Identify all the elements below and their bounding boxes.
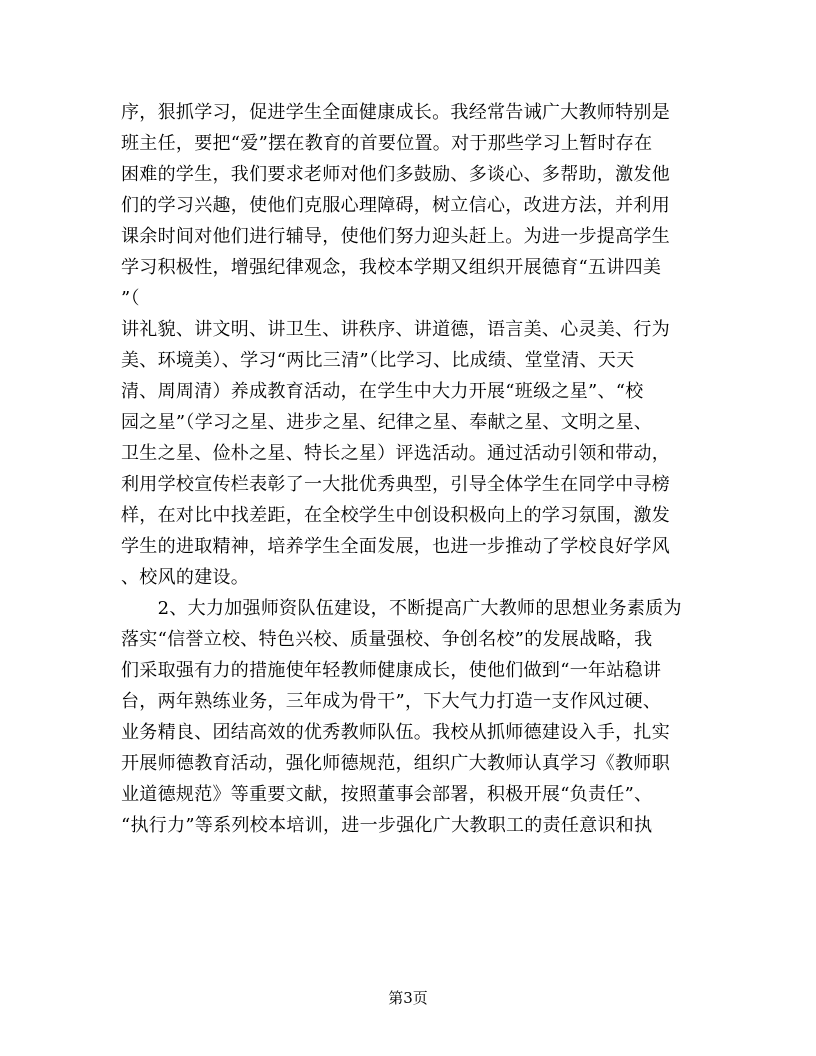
text-line: 2、大力加强师资队伍建设，不断提高广大教师的思想业务素质为 xyxy=(121,598,682,619)
text-line: 学习积极性，增强纪律观念，我校本学期又组织开展德育“五讲四美 xyxy=(121,257,662,278)
text-line: 讲礼貌、讲文明、讲卫生、讲秩序、讲道德，语言美、心灵美、行为 xyxy=(121,319,670,340)
text-line: 业道德规范》等重要文献，按照董事会部署，积极开展“负责任”、 xyxy=(121,784,653,805)
text-line: 们的学习兴趣，使他们克服心理障碍，树立信心，改进方法，并利用 xyxy=(121,195,670,216)
text-line: 落实“信誉立校、特色兴校、质量强校、争创名校”的发展战略，我 xyxy=(121,629,653,650)
text-line: 序，狠抓学习，促进学生全面健康成长。我经常告诫广大教师特别是 xyxy=(121,102,670,123)
text-line: 学生的进取精神，培养学生全面发展，也进一步推动了学校良好学风 xyxy=(121,536,670,557)
page-number: 第3页 xyxy=(388,989,428,1007)
text-line: 们采取强有力的措施使年轻教师健康成长，使他们做到“一年站稳讲 xyxy=(121,660,662,681)
text-line: 样，在对比中找差距，在全校学生中创设积极向上的学习氛围，激发 xyxy=(121,505,670,526)
text-line: 困难的学生，我们要求老师对他们多鼓励、多谈心、多帮助，激发他 xyxy=(121,164,670,185)
text-line: 利用学校宣传栏表彰了一大批优秀典型，引导全体学生在同学中寻榜 xyxy=(121,474,670,495)
text-line: ”（ xyxy=(121,288,140,309)
text-line: 开展师德教育活动，强化师德规范，组织广大教师认真学习《教师职 xyxy=(121,753,670,774)
text-line: 课余时间对他们进行辅导，使他们努力迎头赶上。为进一步提高学生 xyxy=(121,226,670,247)
text-line: 台，两年熟练业务，三年成为骨干”，下大气力打造一支作风过硬、 xyxy=(121,691,662,712)
text-line: 美、环境美）、学习“两比三清”（比学习、比成绩、堂堂清、天天 xyxy=(121,350,635,371)
text-line: 、校风的建设。 xyxy=(121,567,250,588)
body-text xyxy=(121,97,701,841)
text-line: 班主任，要把“爱”摆在教育的首要位置。对于那些学习上暂时存在 xyxy=(121,133,653,154)
text-line: 业务精良、团结高效的优秀教师队伍。我校从抓师德建设入手，扎实 xyxy=(121,722,670,743)
text-line: “执行力”等系列校本培训，进一步强化广大教职工的责任意识和执 xyxy=(121,815,653,836)
text-line: 园之星”（学习之星、进步之星、纪律之星、奉献之星、文明之星、 xyxy=(121,412,653,433)
text-line: 卫生之星、俭朴之星、特长之星）评选活动。通过活动引领和带动， xyxy=(121,443,670,464)
text-line: 清、周周清）养成教育活动，在学生中大力开展“班级之星”、“校 xyxy=(121,381,644,402)
